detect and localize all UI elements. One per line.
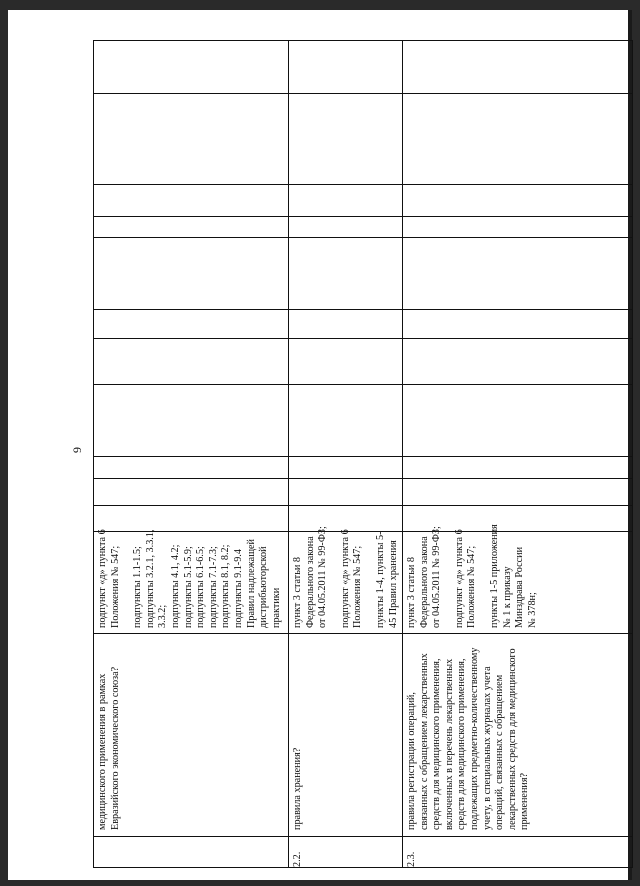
requirement-line: № 378н;	[526, 592, 538, 628]
row-2-3-number: 2.3.	[406, 851, 417, 867]
question-line: включенных в перечень лекарственных	[443, 658, 455, 830]
row-2-2-number: 2.2.	[292, 851, 303, 867]
requirement-line: подпункты 8.1, 8.2;	[220, 544, 232, 628]
requirement-line: Правил надлежащей	[245, 538, 257, 628]
row-divider	[402, 41, 403, 867]
requirement-line: Положения № 547;	[352, 545, 364, 628]
column-divider	[94, 93, 632, 94]
requirement-line: подпункты 9.1-9.4	[232, 549, 244, 628]
requirement-line: Положения № 547;	[109, 545, 121, 628]
requirement-line: дистрибьюторской	[258, 546, 270, 628]
row-divider	[288, 41, 289, 867]
column-divider	[94, 633, 632, 634]
column-divider	[94, 384, 632, 385]
question-line: связанных с обращением лекарственных	[418, 653, 430, 830]
column-divider	[94, 836, 632, 837]
requirement-line: пункт 3 статьи 8	[292, 557, 303, 628]
row-2-3-requirements	[406, 524, 539, 628]
requirement-line: Федерального закона	[304, 536, 316, 628]
question-line: медицинского применения в рамках	[97, 673, 108, 830]
column-divider	[94, 237, 632, 238]
requirement-line: 45 Правил хранения	[387, 540, 399, 628]
requirement-line: подпункты 4.1, 4.2;	[169, 544, 181, 628]
requirement-line: подпункт «д» пункта 6	[97, 529, 108, 628]
requirement-line: Федерального закона	[418, 536, 430, 628]
row-1-requirements	[97, 529, 283, 628]
column-divider	[94, 505, 632, 506]
requirement-line: № 1 к приказу	[501, 566, 513, 628]
question-line: операций, связанных с обращением	[494, 674, 506, 830]
requirement-line: подпункты 1.1-1.5;	[132, 546, 144, 628]
requirement-line: подпункты 6.1-6.5;	[195, 546, 207, 628]
requirement-line: пункты 1-5 приложения	[488, 524, 500, 628]
column-divider	[94, 184, 632, 185]
row-2-2-question	[292, 748, 305, 830]
row-2-2-requirements	[292, 526, 400, 628]
requirement-line: пункты 1-4, пункты 5-	[374, 531, 386, 628]
question-line: учету, в специальных журналах учета	[481, 666, 493, 830]
column-divider	[94, 478, 632, 479]
question-line: подлежащих предметно-количественному	[468, 647, 480, 830]
requirement-line: практики	[270, 587, 282, 628]
column-divider	[94, 309, 632, 310]
document-page	[8, 10, 632, 880]
column-divider	[94, 338, 632, 339]
requirement-line: Минздрава России	[514, 546, 526, 628]
question-line: Евразийского экономического союза?	[109, 666, 121, 830]
question-line: правила хранения?	[292, 747, 303, 830]
question-line: применения?	[519, 772, 531, 830]
column-divider	[94, 456, 632, 457]
requirement-line: Положения № 547;	[466, 545, 478, 628]
row-1-question	[97, 667, 122, 830]
requirement-line: подпункты 5.1-5.9;	[182, 546, 194, 628]
column-divider	[94, 216, 632, 217]
requirement-line: подпункт «д» пункта 6	[453, 529, 465, 628]
requirement-line: подпункт «д» пункта 6	[339, 529, 351, 628]
requirement-line: 3.3.2;	[157, 604, 169, 628]
question-line: средств для медицинского применения,	[431, 658, 443, 830]
requirement-line: от 04.05.2011 № 99-ФЗ;	[431, 526, 443, 628]
question-line: правила регистрации операций,	[406, 692, 417, 830]
requirement-line: подпункты 3.2.1, 3.3.1,	[144, 529, 156, 628]
question-line: лекарственных средств для медицинского	[506, 648, 518, 830]
question-line: средств для медицинского применения,	[456, 658, 468, 830]
requirement-line: от 04.05.2011 № 99-ФЗ;	[317, 526, 329, 628]
page-number: 9	[70, 447, 84, 453]
row-2-3-question	[406, 648, 532, 830]
checklist-table	[93, 40, 633, 868]
requirement-line: пункт 3 статьи 8	[406, 557, 417, 628]
requirement-line: подпункты 7.1-7.3;	[207, 546, 219, 628]
